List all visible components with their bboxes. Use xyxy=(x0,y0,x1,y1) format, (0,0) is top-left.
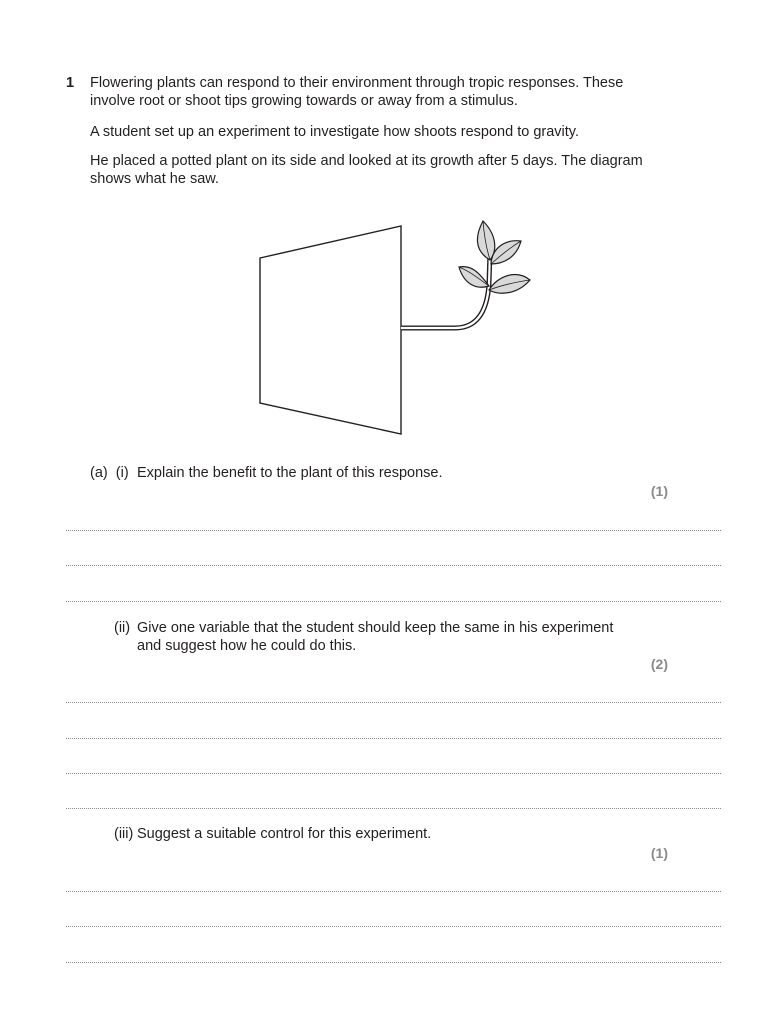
answer-line[interactable] xyxy=(66,962,721,963)
part-a-i-text: Explain the benefit to the plant of this response. xyxy=(137,465,443,481)
question-intro-3: He placed a potted plant on its side and looked at its growth after 5 days. The diagram shows what he saw. xyxy=(90,153,643,187)
potted-plant-on-side-icon xyxy=(250,212,540,442)
answer-line[interactable] xyxy=(66,702,721,703)
part-a-iii-marks: (1) xyxy=(650,845,668,861)
question-intro-1: Flowering plants can respond to their environment through tropic responses. These involve root or shoot tips growing towards or away from a stimulus. xyxy=(90,75,624,109)
part-a-iii-text: Suggest a suitable control for this experiment. xyxy=(137,826,432,842)
part-a-i-marks: (1) xyxy=(650,483,668,499)
question-intro-2: A student set up an experiment to investigate how shoots respond to gravity. xyxy=(90,124,579,140)
answer-line[interactable] xyxy=(66,530,721,531)
part-a-ii-marks: (2) xyxy=(650,656,668,672)
part-a-i-label: (a) (i) xyxy=(90,465,129,481)
answer-line[interactable] xyxy=(66,738,721,739)
part-a-ii-text: Give one variable that the student should keep the same in his experiment and suggest how he could do this. xyxy=(137,620,614,654)
plant-leaf-top xyxy=(477,221,494,260)
answer-line[interactable] xyxy=(66,773,721,774)
answer-line[interactable] xyxy=(66,891,721,892)
answer-line[interactable] xyxy=(66,601,721,602)
pot-outline xyxy=(260,226,401,434)
plant-leaf-left xyxy=(459,267,489,288)
part-a-ii-label: (ii) xyxy=(114,620,131,636)
part-a-iii-label: (iii) xyxy=(114,826,134,842)
answer-line[interactable] xyxy=(66,565,721,566)
plant-stem xyxy=(401,250,490,328)
question-number: 1 xyxy=(66,75,75,91)
answer-line[interactable] xyxy=(66,808,721,809)
answer-line[interactable] xyxy=(66,926,721,927)
